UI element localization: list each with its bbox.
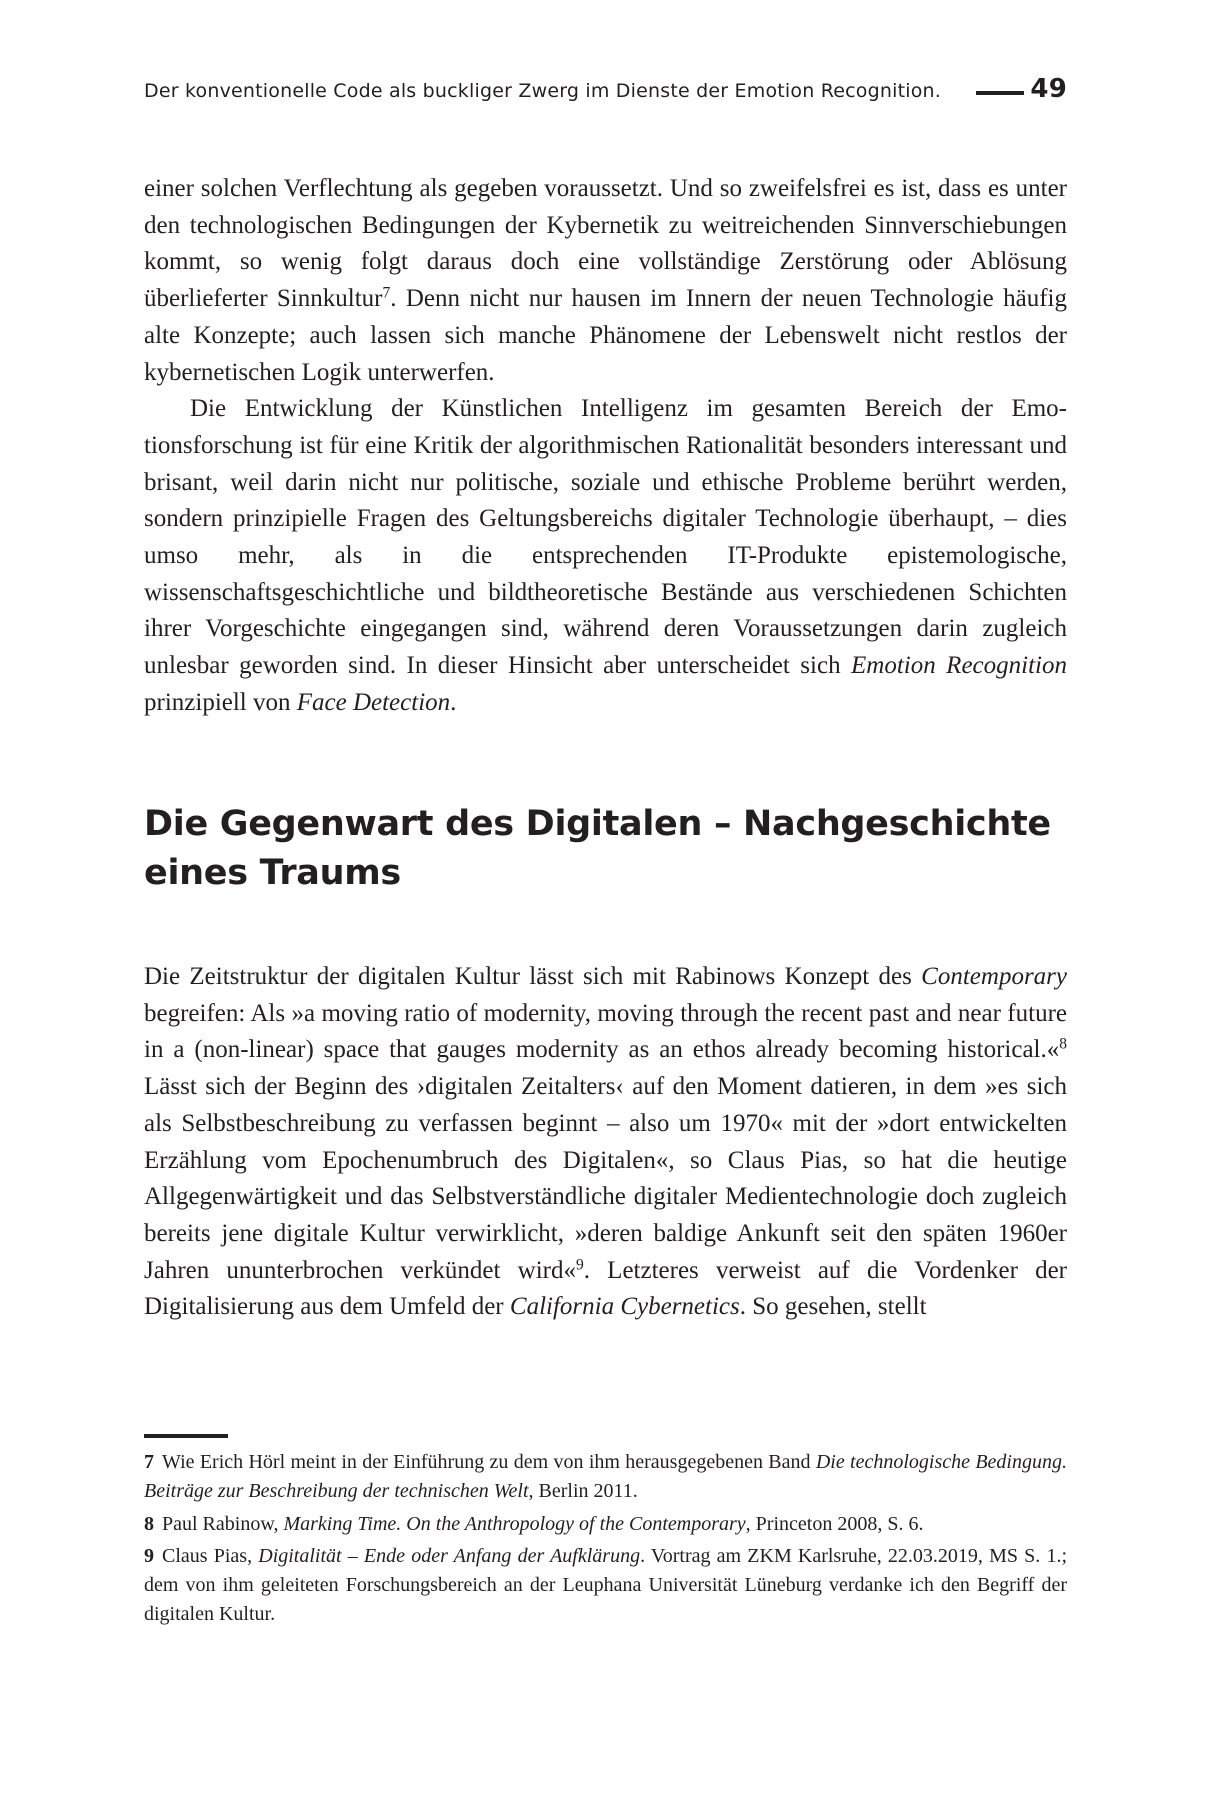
heading-line: Die Gegenwart des Digitalen – Nachgeschichte bbox=[144, 804, 1051, 844]
text-block-intro bbox=[144, 171, 1067, 722]
paragraph-continued bbox=[144, 171, 1067, 391]
footnote-separator bbox=[144, 1434, 228, 1438]
footnote-9 bbox=[144, 1542, 1067, 1628]
text-run: Claus Pias, bbox=[162, 1545, 259, 1568]
running-head-rule bbox=[976, 91, 1024, 95]
footnotes bbox=[144, 1448, 1067, 1633]
text-run: . Letzteres verweist auf die Vordenker der Digitalisierung aus dem Umfeld der bbox=[144, 1256, 1068, 1321]
text-run: einer solchen Verflechtung als gegeben voraussetzt. Und so zweifelsfrei es ist, dass es unter den technologischen Bedingungen der Kybernetik zu weitreichenden Sinnverschiebungen kommt, so wenig folgt daraus doch eine vollständige Zerstörung oder Ablösung überlieferter Sinnkultur bbox=[144, 175, 1067, 313]
italic-term: Emotion Recognition bbox=[851, 652, 1067, 680]
text-run: Wie Erich Hörl meint in der Einführung zu dem von ihm herausgegebenen Band bbox=[162, 1451, 816, 1473]
italic-title: Marking Time. On the Anthropology of the Contemporary bbox=[283, 1512, 746, 1535]
running-head-title: Der konventionelle Code als buckliger Zwerg im Dienste der Emotion Recognition. bbox=[144, 80, 942, 102]
text-run: prinzipiell von bbox=[144, 688, 297, 716]
italic-term: California Cybernetics bbox=[509, 1293, 740, 1321]
text-run: Lässt sich der Beginn des ›digitalen Zeitalters‹ auf den Moment datieren, in dem »es sich als Selbstbeschreibung zu verfassen beginnt – also um 1970« mit der »dort entwickelten Erzählung vom Epochenumbruch des Digitalen«, so Claus Pias, so hat die heutige Allgegenwärtigkeit und das Selbstverständliche digitaler Medientechnologie doch zugleich bereits jene digitale Kultur verwirklicht, »deren baldige Ankunft seit den späten 1960er Jahren ununterbrochen verkündet wird« bbox=[144, 1073, 1067, 1284]
footnote-number: 9 bbox=[144, 1545, 154, 1568]
italic-term: Face Detection bbox=[296, 688, 451, 716]
text-run: . Vortrag am ZKM Karlsruhe, 22.03.2019, MS S. 1.; dem von ihm geleiteten Forschungsbereich an der Leuphana Universität Lüneburg verdanke ich den Begriff der digitalen Kultur. bbox=[144, 1545, 1068, 1625]
italic-title: Die technologische Bedingung. Beiträge zur Beschreibung der technischen Welt bbox=[144, 1451, 1067, 1502]
footnote-number: 7 bbox=[144, 1451, 154, 1473]
text-block-section bbox=[144, 959, 1067, 1326]
paragraph-emotion-research bbox=[144, 391, 1067, 721]
running-head bbox=[144, 74, 1067, 114]
text-run: Die Zeitstruktur der digitalen Kultur lässt sich mit Rabinows Konzept des bbox=[144, 963, 922, 990]
footnote-ref-7: 7 bbox=[382, 284, 391, 302]
text-run: begreifen: Als »a moving ratio of modernity, moving through the recent past and near future in a (non-linear) space that gauges modernity as an ethos already becoming historical.« bbox=[144, 999, 1067, 1064]
text-run: Paul Rabinow, bbox=[162, 1512, 284, 1535]
footnote-7 bbox=[144, 1448, 1067, 1506]
footnote-number: 8 bbox=[144, 1512, 154, 1535]
text-run: . So gesehen, stellt bbox=[739, 1293, 927, 1321]
paragraph-contemporary bbox=[144, 959, 1067, 1326]
text-run: , Princeton 2008, S. 6. bbox=[745, 1512, 924, 1535]
section-heading bbox=[144, 800, 1067, 898]
italic-title: Digitalität – Ende oder Anfang der Aufklärung bbox=[258, 1545, 641, 1568]
footnote-8 bbox=[144, 1510, 1067, 1539]
text-run: . bbox=[450, 688, 457, 716]
text-run: . Denn nicht nur hausen im Innern der neuen Technologie häufig alte Konzepte; auch lassen sich manche Phänomene der Lebenswelt nicht restlos der kybernetischen Logik unterwerfen. bbox=[144, 285, 1067, 386]
footnote-ref-9: 9 bbox=[575, 1256, 584, 1274]
text-run: Die Entwicklung der Künstlichen Intelligenz im gesamten Bereich der Emotionsforschung ist für eine Kritik der algorithmischen Rationalität besonders interessant und brisant, weil darin nicht nur politische, soziale und ethische Probleme berührt werden, sondern prinzipielle Fragen des Geltungsbereichs digitaler Technologie überhaupt, – dies umso mehr, als in die entsprechenden IT-Produkte epistemologische, wissenschaftsgeschichtliche und bildtheoretische Bestände aus verschiedenen Schichten ihrer Vorgeschichte eingegangen sind, während deren Voraussetzungen darin zugleich unlesbar geworden sind. In dieser Hinsicht aber unterscheidet sich bbox=[144, 395, 1067, 680]
footnote-ref-8: 8 bbox=[1059, 1035, 1067, 1053]
heading-line: eines Traums bbox=[144, 853, 401, 893]
italic-term: Contemporary bbox=[921, 963, 1067, 990]
text-run: , Berlin 2011. bbox=[528, 1479, 638, 1502]
page-number: 49 bbox=[1030, 74, 1067, 104]
